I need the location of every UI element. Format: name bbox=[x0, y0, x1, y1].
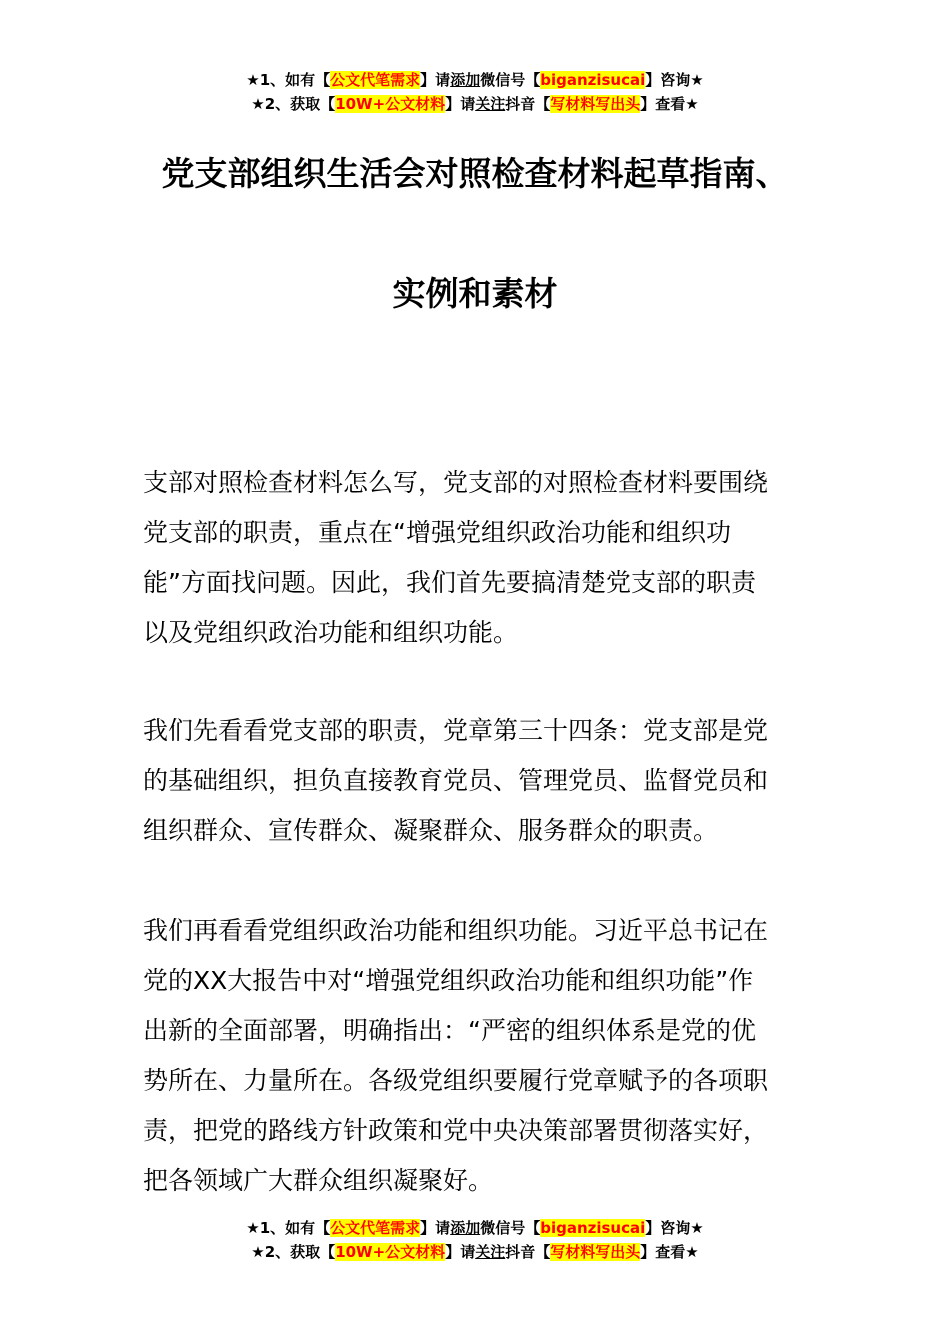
highlight-wechat-id: biganzisucai bbox=[540, 71, 646, 89]
banner-follow-text: 关注 bbox=[475, 95, 506, 113]
banner-line-1 bbox=[0, 1216, 950, 1240]
paragraph-line: 党的XX大报告中对“增强党组织政治功能和组织功能”作 bbox=[143, 966, 754, 995]
banner-text: 】查看★ bbox=[640, 1243, 699, 1261]
banner-line-1 bbox=[0, 68, 950, 92]
document-title-line-1: 党支部组织生活会对照检查材料起草指南、 bbox=[161, 154, 789, 193]
highlight-wechat-id: biganzisucai bbox=[540, 1219, 646, 1237]
banner-text: ★1、如有【 bbox=[246, 71, 331, 89]
banner-add-text: 添加 bbox=[450, 1219, 481, 1237]
banner-text: 】请 bbox=[445, 95, 476, 113]
header-banner bbox=[0, 68, 950, 116]
banner-text: ★2、获取【 bbox=[251, 95, 336, 113]
document-title-line-2: 实例和素材 bbox=[392, 274, 558, 313]
banner-text: 】请 bbox=[445, 1243, 476, 1261]
body-paragraph-1 bbox=[143, 458, 813, 658]
paragraph-line: 的基础组织，担负直接教育党员、管理党员、监督党员和 bbox=[143, 766, 769, 795]
highlight-douyin-account: 写材料写出头 bbox=[550, 1243, 641, 1261]
paragraph-line: 党支部的职责，重点在“增强党组织政治功能和组织功 bbox=[143, 518, 731, 547]
highlight-ghostwriting-service: 公文代笔需求 bbox=[330, 1219, 421, 1237]
banner-text: 微信号【 bbox=[480, 71, 541, 89]
highlight-douyin-account: 写材料写出头 bbox=[550, 95, 641, 113]
paragraph-line: 我们再看看党组织政治功能和组织功能。习近平总书记在 bbox=[143, 916, 769, 945]
banner-text: ★2、获取【 bbox=[251, 1243, 336, 1261]
paragraph-line: 组织群众、宣传群众、凝聚群众、服务群众的职责。 bbox=[143, 816, 719, 845]
banner-text: 抖音【 bbox=[505, 95, 551, 113]
paragraph-line: 以及党组织政治功能和组织功能。 bbox=[143, 618, 519, 647]
body-paragraph-2 bbox=[143, 706, 813, 856]
banner-line-2 bbox=[0, 92, 950, 116]
banner-add-text: 添加 bbox=[450, 71, 481, 89]
banner-text: 】咨询★ bbox=[645, 1219, 704, 1237]
banner-text: 抖音【 bbox=[505, 1243, 551, 1261]
highlight-ghostwriting-service: 公文代笔需求 bbox=[330, 71, 421, 89]
banner-text: 】咨询★ bbox=[645, 71, 704, 89]
paragraph-line: 出新的全面部署，明确指出：“严密的组织体系是党的优 bbox=[143, 1016, 756, 1045]
banner-text: 】请 bbox=[420, 1219, 451, 1237]
banner-text: 】查看★ bbox=[640, 95, 699, 113]
body-paragraph-3 bbox=[143, 906, 813, 1206]
highlight-materials: 10W+公文材料 bbox=[335, 1243, 446, 1261]
highlight-materials: 10W+公文材料 bbox=[335, 95, 446, 113]
paragraph-line: 把各领域广大群众组织凝聚好。 bbox=[143, 1166, 494, 1195]
banner-text: 微信号【 bbox=[480, 1219, 541, 1237]
banner-text: ★1、如有【 bbox=[246, 1219, 331, 1237]
paragraph-line: 势所在、力量所在。各级党组织要履行党章赋予的各项职 bbox=[143, 1066, 769, 1095]
paragraph-line: 支部对照检查材料怎么写，党支部的对照检查材料要围绕 bbox=[143, 468, 769, 497]
banner-line-2 bbox=[0, 1240, 950, 1264]
footer-banner bbox=[0, 1216, 950, 1264]
paragraph-line: 责，把党的路线方针政策和党中央决策部署贯彻落实好， bbox=[143, 1116, 769, 1145]
banner-text: 】请 bbox=[420, 71, 451, 89]
paragraph-line: 能”方面找问题。因此，我们首先要搞清楚党支部的职责 bbox=[143, 568, 756, 597]
banner-follow-text: 关注 bbox=[475, 1243, 506, 1261]
paragraph-line: 我们先看看党支部的职责，党章第三十四条：党支部是党 bbox=[143, 716, 769, 745]
